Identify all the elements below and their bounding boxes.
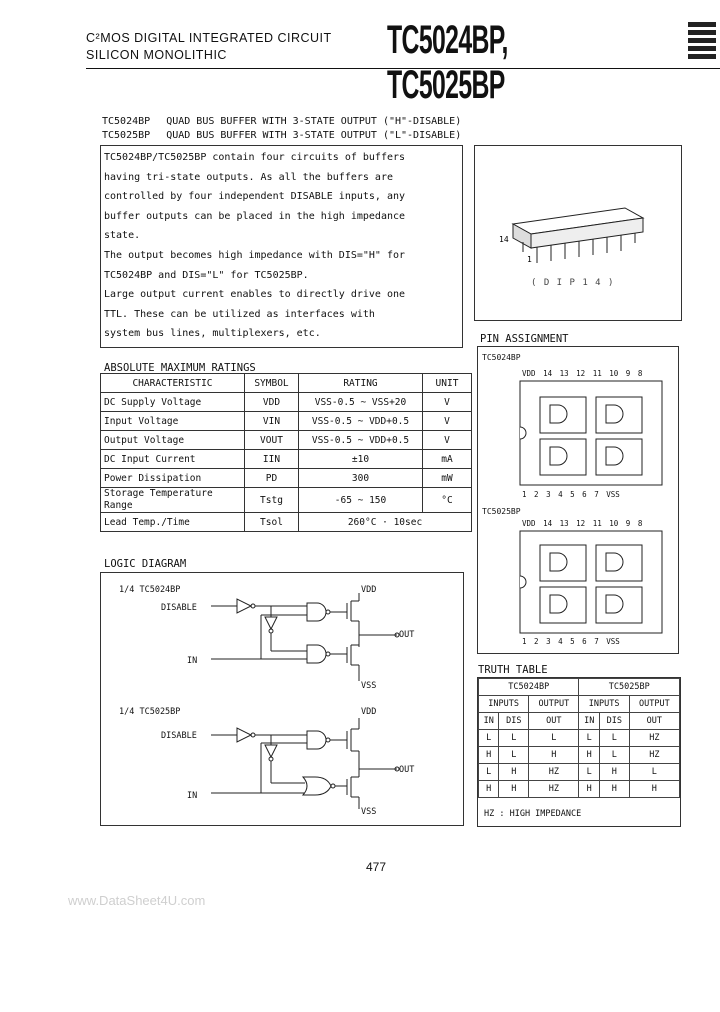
truth-group1: TC5024BP <box>479 679 579 696</box>
logic-disable-1: DISABLE <box>161 603 197 613</box>
truth-cell: H <box>529 747 579 764</box>
pin-assignment-box <box>477 346 679 654</box>
pin-label: 9 <box>625 369 631 378</box>
header-line2: SILICON MONOLITHIC <box>86 48 227 62</box>
truth-table-box <box>477 677 681 827</box>
symbol-cell: Tstg <box>245 488 299 513</box>
logic-label-1: 1/4 TC5024BP <box>119 585 181 595</box>
pin-label: 4 <box>558 637 563 646</box>
description-line: buffer outputs can be placed in the high impedance <box>104 210 406 222</box>
rating-cell: 260°C · 10sec <box>299 513 472 532</box>
logic-vdd-2: VDD <box>361 707 377 717</box>
unit-cell: °C <box>423 488 472 513</box>
pin-label: 4 <box>558 490 563 499</box>
logic-vss-1: VSS <box>361 681 377 691</box>
logic-vdd-1: VDD <box>361 585 377 595</box>
pin-chip1-label: TC5024BP <box>482 353 521 362</box>
table-row <box>479 747 680 764</box>
truth-cell: H <box>479 747 499 764</box>
pin-label: 6 <box>582 637 587 646</box>
table-row <box>101 513 472 532</box>
pin-label: VSS <box>606 490 620 499</box>
pin-label: 12 <box>576 369 586 378</box>
table-row <box>479 781 680 798</box>
truth-cell: H <box>629 781 679 798</box>
description-line: TTL. These can be utilized as interfaces with <box>104 308 375 320</box>
col-in: IN <box>479 713 499 730</box>
rating-cell: VSS-0.5 ~ VSS+20 <box>299 393 423 412</box>
rating-cell: VSS-0.5 ~ VDD+0.5 <box>299 412 423 431</box>
table-header-row <box>101 374 472 393</box>
truth-cell: L <box>579 764 599 781</box>
svg-text:1: 1 <box>527 255 532 264</box>
pin-bottom-row-2 <box>522 637 620 646</box>
truth-table <box>478 678 680 798</box>
truth-cell: H <box>579 747 599 764</box>
truth-cell: L <box>629 764 679 781</box>
subtitle-part-1: TC5024BP <box>102 116 151 127</box>
table-row <box>479 679 680 696</box>
logic-in-1: IN <box>187 656 198 666</box>
unit-cell: V <box>423 431 472 450</box>
truth-cell: HZ <box>629 730 679 747</box>
char-cell: Power Dissipation <box>101 469 245 488</box>
table-row <box>101 469 472 488</box>
edge-tab-mark <box>688 22 716 70</box>
header-line1: C²MOS DIGITAL INTEGRATED CIRCUIT <box>86 31 332 45</box>
logic-diagram-title: LOGIC DIAGRAM <box>104 558 187 570</box>
truth-cell: L <box>499 730 529 747</box>
header-symbol: SYMBOL <box>245 374 299 393</box>
col-out: OUT <box>629 713 679 730</box>
truth-cell: H <box>499 764 529 781</box>
pin-label: 6 <box>582 490 587 499</box>
truth-inputs-1: INPUTS <box>479 696 529 713</box>
char-cell: DC Input Current <box>101 450 245 469</box>
truth-output-1: OUTPUT <box>529 696 579 713</box>
pin-label: VSS <box>606 637 620 646</box>
page-number: 477 <box>366 860 387 874</box>
truth-cell: H <box>479 781 499 798</box>
logic-vss-2: VSS <box>361 807 377 817</box>
dip14-package-illustration <box>475 146 681 320</box>
symbol-cell: Tsol <box>245 513 299 532</box>
pin-label: 13 <box>559 369 569 378</box>
package-caption: ( D I P 1 4 ) <box>531 278 615 288</box>
truth-cell: H <box>499 781 529 798</box>
pin-assignment-title: PIN ASSIGNMENT <box>480 333 569 345</box>
header-characteristic: CHARACTERISTIC <box>101 374 245 393</box>
col-dis: DIS <box>599 713 629 730</box>
description-box <box>100 145 463 348</box>
pin-label: VDD <box>522 369 536 378</box>
truth-cell: L <box>479 764 499 781</box>
pin-top-row-1 <box>522 369 642 378</box>
subtitle-row-1 <box>102 116 461 127</box>
description-line: The output becomes high impedance with DIS="H" for <box>104 249 406 261</box>
watermark: www.DataSheet4U.com <box>68 893 206 908</box>
pin-label: 3 <box>546 490 551 499</box>
truth-cell: H <box>579 781 599 798</box>
description-line: having tri-state outputs. As all the buffers are <box>104 171 393 183</box>
pin-label: 7 <box>594 490 599 499</box>
description-line: TC5024BP/TC5025BP contain four circuits of buffers <box>104 152 406 163</box>
pin-label: 14 <box>543 369 553 378</box>
pin-label: 13 <box>559 519 569 528</box>
pin-label: 7 <box>594 637 599 646</box>
logic-out-1: OUT <box>399 630 415 640</box>
pin-label: 2 <box>534 637 539 646</box>
char-cell: Output Voltage <box>101 431 245 450</box>
truth-cell: L <box>529 730 579 747</box>
col-in: IN <box>579 713 599 730</box>
table-row <box>101 412 472 431</box>
truth-cell: L <box>599 747 629 764</box>
truth-cell: HZ <box>629 747 679 764</box>
pin-diagram <box>478 347 678 653</box>
truth-cell: H <box>599 781 629 798</box>
subtitle-row-2 <box>102 130 461 141</box>
pin-top-row-2 <box>522 519 642 528</box>
truth-inputs-2: INPUTS <box>579 696 629 713</box>
pin-label: 10 <box>609 369 619 378</box>
logic-disable-2: DISABLE <box>161 731 197 741</box>
col-dis: DIS <box>499 713 529 730</box>
pin-label: 8 <box>637 369 643 378</box>
table-row <box>479 696 680 713</box>
table-row <box>101 393 472 412</box>
logic-label-2: 1/4 TC5025BP <box>119 707 181 717</box>
logic-out-2: OUT <box>399 765 415 775</box>
pin-label: 11 <box>592 519 602 528</box>
symbol-cell: VDD <box>245 393 299 412</box>
subtitle-text-1: QUAD BUS BUFFER WITH 3-STATE OUTPUT ("H"-DISABLE) <box>166 116 462 127</box>
char-cell: Storage Temperature Range <box>101 488 245 513</box>
pin-label: 11 <box>592 369 602 378</box>
truth-cell: HZ <box>529 781 579 798</box>
pin-label: 12 <box>576 519 586 528</box>
subtitle-text-2: QUAD BUS BUFFER WITH 3-STATE OUTPUT ("L"-DISABLE) <box>166 130 462 141</box>
abs-max-table <box>100 373 472 532</box>
subtitle-part-2: TC5025BP <box>102 130 151 141</box>
unit-cell: mW <box>423 469 472 488</box>
symbol-cell: PD <box>245 469 299 488</box>
symbol-cell: VIN <box>245 412 299 431</box>
description-line: TC5024BP and DIS="L" for TC5025BP. <box>104 269 309 281</box>
pin-label: 2 <box>534 490 539 499</box>
rating-cell: 300 <box>299 469 423 488</box>
col-out: OUT <box>529 713 579 730</box>
pin-label: 3 <box>546 637 551 646</box>
header-rating: RATING <box>299 374 423 393</box>
pin-label: 5 <box>570 637 575 646</box>
unit-cell: mA <box>423 450 472 469</box>
table-row <box>101 488 472 513</box>
description-line: system bus lines, multiplexers, etc. <box>104 328 321 340</box>
truth-table-title: TRUTH TABLE <box>478 664 548 676</box>
table-row <box>101 431 472 450</box>
pin-label: VDD <box>522 519 536 528</box>
logic-diagram-box <box>100 572 464 826</box>
pin-label: 1 <box>522 637 527 646</box>
rating-cell: ±10 <box>299 450 423 469</box>
pin-label: 14 <box>543 519 553 528</box>
char-cell: DC Supply Voltage <box>101 393 245 412</box>
table-row <box>479 730 680 747</box>
truth-group2: TC5025BP <box>579 679 680 696</box>
truth-cell: L <box>579 730 599 747</box>
symbol-cell: IIN <box>245 450 299 469</box>
rating-cell: -65 ~ 150 <box>299 488 423 513</box>
truth-cell: HZ <box>529 764 579 781</box>
symbol-cell: VOUT <box>245 431 299 450</box>
pin-label: 9 <box>625 519 631 528</box>
unit-cell: V <box>423 412 472 431</box>
logic-in-2: IN <box>187 791 198 801</box>
char-cell: Lead Temp./Time <box>101 513 245 532</box>
logic-schematic <box>101 573 463 825</box>
pin-bottom-row-1 <box>522 490 620 499</box>
table-row <box>101 450 472 469</box>
pin-label: 10 <box>609 519 619 528</box>
table-row <box>479 764 680 781</box>
truth-cell: L <box>599 730 629 747</box>
svg-text:14: 14 <box>499 235 509 244</box>
abs-max-title: ABSOLUTE MAXIMUM RATINGS <box>104 362 256 374</box>
truth-cell: L <box>499 747 529 764</box>
header-rule <box>86 68 720 69</box>
pin-label: 1 <box>522 490 527 499</box>
description-line: state. <box>104 230 141 242</box>
rating-cell: VSS-0.5 ~ VDD+0.5 <box>299 431 423 450</box>
description-line: controlled by four independent DISABLE inputs, any <box>104 191 406 203</box>
truth-cell: H <box>599 764 629 781</box>
pin-label: 8 <box>637 519 643 528</box>
unit-cell: V <box>423 393 472 412</box>
truth-table-note: HZ : HIGH IMPEDANCE <box>484 809 582 819</box>
description-line: Large output current enables to directly drive one <box>104 289 406 301</box>
table-row <box>479 713 680 730</box>
truth-cell: L <box>479 730 499 747</box>
header-unit: UNIT <box>423 374 472 393</box>
pin-chip2-label: TC5025BP <box>482 507 521 516</box>
truth-output-2: OUTPUT <box>629 696 679 713</box>
package-box <box>474 145 682 321</box>
pin-label: 5 <box>570 490 575 499</box>
char-cell: Input Voltage <box>101 412 245 431</box>
part-number-title: TC5024BP, TC5025BP <box>387 18 508 107</box>
